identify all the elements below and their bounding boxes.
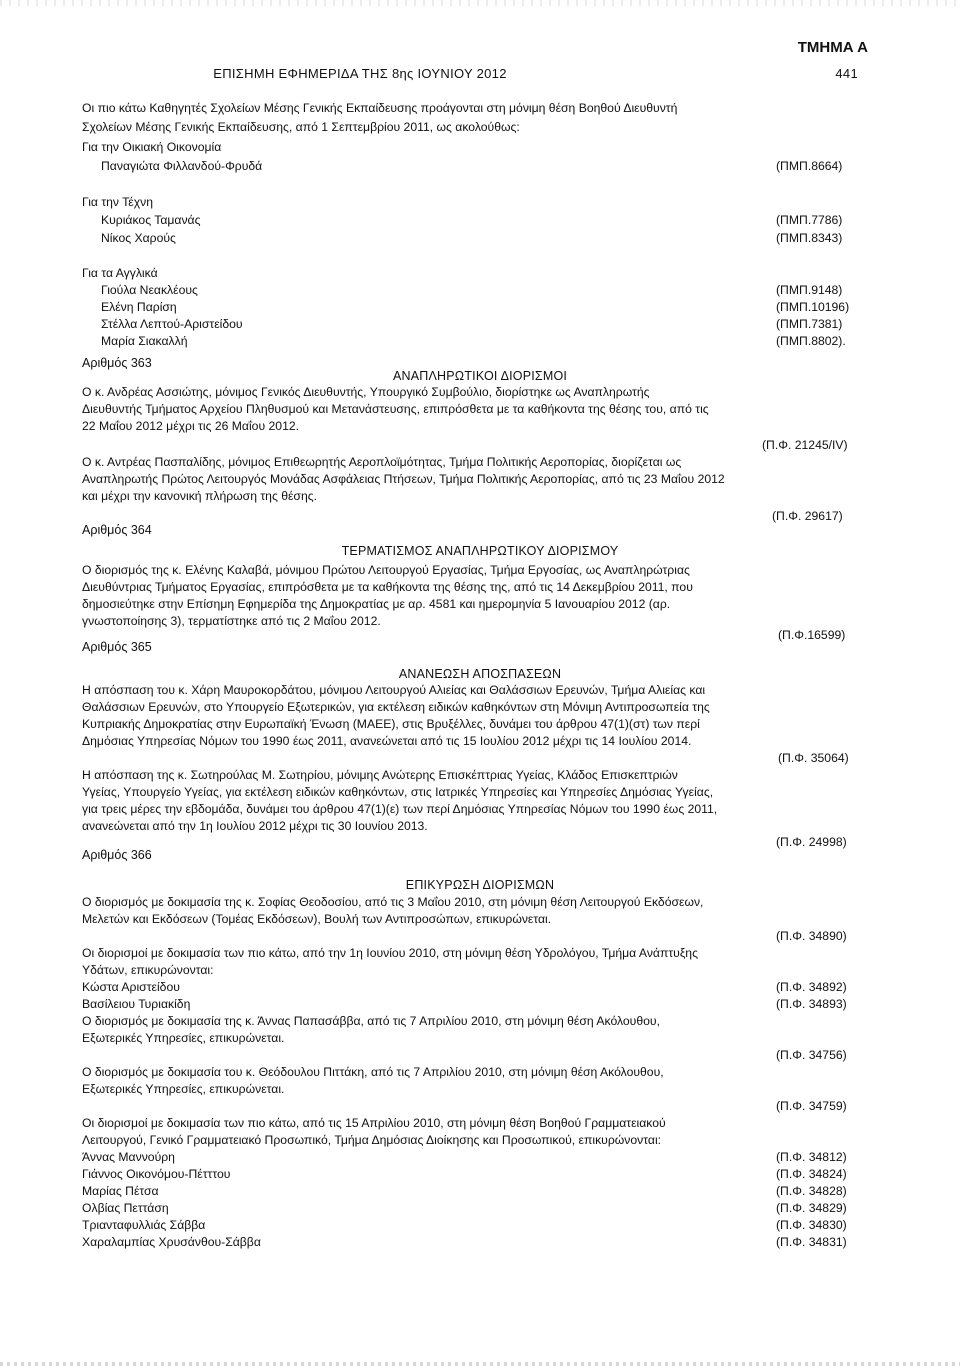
paragraph-line: Εξωτερικές Υπηρεσίες, επικυρώνεται.: [82, 1082, 285, 1096]
list-item-name: Μαρίας Πέτσα: [82, 1184, 159, 1198]
intro-line-1: Οι πιο κάτω Καθηγητές Σχολείων Μέσης Γενικής Εκπαίδευσης προάγονται στη μόνιμη θέση Βοηθού Διευθυντή: [82, 101, 678, 115]
section-heading: ΕΠΙΚΥΡΩΣΗ ΔΙΟΡΙΣΜΩΝ: [405, 878, 555, 892]
reference-code: (Π.Φ. 34756): [776, 1048, 847, 1062]
list-item-name: Άννας Μαννούρη: [82, 1150, 175, 1164]
paragraph-line: για τρεις μέρες την εβδομάδα, δυνάμει του άρθρου 47(1)(ε) των περί Δημόσιας Υπηρεσίας Νόμων του 1990 έως 2011,: [82, 802, 718, 816]
paragraph-line: Υγείας, Υπουργείο Υγείας, για εκτέλεση ειδικών καθηκόντων, στις Ιατρικές Υπηρεσίες και Υπηρεσίες Δημόσιας Υγείας,: [82, 785, 714, 799]
list-item-code: (ΠΜΠ.7381): [776, 317, 843, 331]
paragraph-line: Η απόσπαση του κ. Χάρη Μαυροκορδάτου, μόνιμου Λειτουργού Αλιείας και Θαλάσσιων Ερευνών, Τμήμα Αλιείας και: [82, 683, 706, 697]
paragraph-line: Θαλάσσιων Ερευνών, στο Υπουργείο Εξωτερικών, για εκτέλεση ειδικών καθηκόντων στη Μόνιμη Αντιπροσωπεία της: [82, 700, 710, 714]
list-item-code: (ΠΜΠ.9148): [776, 283, 843, 297]
paragraph-line: Κυπριακής Δημοκρατίας στην Ευρωπαϊκή Ένωση (ΜΑΕΕ), στις Βρυξέλλες, δυνάμει του άρθρου 47(1)(στ) των περί: [82, 717, 700, 731]
list-item-name: Παναγιώτα Φιλλανδού-Φρυδά: [101, 159, 263, 173]
paragraph-line: Διευθυντής Τμήματος Αρχείου Πληθυσμού και Μετανάστευσης, επιπρόσθετα με τα καθήκοντα της θέσης του, από τις: [82, 402, 709, 416]
list-item-code: (ΠΜΠ.7786): [776, 213, 843, 227]
list-item-name: Κυριάκος Ταμανάς: [101, 213, 201, 227]
paragraph-line: 22 Μαΐου 2012 μέχρι τις 26 Μαΐου 2012.: [82, 419, 300, 433]
list-item-name: Χαραλαμπίας Χρυσάνθου-Σάββα: [82, 1235, 261, 1249]
list-item-code: (Π.Φ. 34893): [776, 997, 847, 1011]
list-item-name: Κώστα Αριστείδου: [82, 980, 180, 994]
list-item-code: (Π.Φ. 34830): [776, 1218, 847, 1232]
page-number: 441: [835, 66, 858, 81]
list-item-name: Νίκος Χαρούς: [101, 231, 176, 245]
paragraph-line: δημοσιεύτηκε στην Επίσημη Εφημερίδα της Δημοκρατίας με αρ. 4581 και ημερομηνία 5 Ιανουαρίου 2012 (αρ.: [82, 597, 671, 611]
group-title: Για την Οικιακή Οικονομία: [82, 140, 222, 154]
reference-code: (Π.Φ. 29617): [772, 509, 843, 523]
paragraph-line: και μέχρι την κανονική πλήρωση της θέσης.: [82, 489, 317, 503]
section-heading: ΑΝΑΠΛΗΡΩΤΙΚΟΙ ΔΙΟΡΙΣΜΟΙ: [392, 369, 568, 383]
paragraph-line: Δημόσιας Υπηρεσίας Νόμων του 1990 έως 2011, ανανεώνεται από τις 15 Ιουλίου 2012 μέχρι τις 14 Ιουλίου 2014.: [82, 734, 692, 748]
paragraph-line: ανανεώνεται από την 1η Ιουλίου 2012 μέχρι τις 30 Ιουνίου 2013.: [82, 819, 428, 833]
list-item-code: (Π.Φ. 34892): [776, 980, 847, 994]
section-label: ΤΜΗΜΑ Α: [797, 39, 868, 56]
list-item-name: Μαρία Σιακαλλή: [101, 334, 188, 348]
paragraph-line: Ο κ. Αντρέας Πασπαλίδης, μόνιμος Επιθεωρητής Αεροπλοϊμότητας, Τμήμα Πολιτικής Αεροπορίας, διορίζεται ως: [82, 455, 682, 469]
list-item-name: Γιάννος Οικονόμου-Πέτττου: [82, 1167, 231, 1181]
paragraph-line: Ο διορισμός με δοκιμασία της κ. Άννας Παπασάββα, από τις 7 Απριλίου 2010, στη μόνιμη θέση Ακόλουθου,: [82, 1014, 660, 1028]
reference-code: (Π.Φ. 34759): [776, 1099, 847, 1113]
list-item-code: (Π.Φ. 34829): [776, 1201, 847, 1215]
list-item-name: Ελένη Παρίση: [101, 300, 177, 314]
item-number: Αριθμός 365: [82, 640, 152, 654]
list-item-name: Βασίλειου Τυριακίδη: [82, 997, 191, 1011]
item-number: Αριθμός 366: [82, 848, 152, 862]
paragraph-line: Οι διορισμοί με δοκιμασία των πιο κάτω, από τις 15 Απριλίου 2010, στη μόνιμη θέση Βοηθού Γραμματειακού: [82, 1116, 666, 1130]
list-item-code: (ΠΜΠ.8343): [776, 231, 843, 245]
list-item-name: Τριανταφυλλιάς Σάββα: [82, 1218, 206, 1232]
item-number: Αριθμός 364: [82, 523, 152, 537]
reference-code: (Π.Φ.16599): [778, 628, 846, 642]
list-item-code: (Π.Φ. 34828): [776, 1184, 847, 1198]
paragraph-line: Ο διορισμός της κ. Ελένης Καλαβά, μόνιμου Πρώτου Λειτουργού Εργασίας, Τμήμα Εργοσίας, ως Αναπληρώτριας: [82, 563, 690, 577]
reference-code: (Π.Φ. 34890): [776, 929, 847, 943]
scan-artifact-top: [0, 0, 960, 6]
list-item-code: (Π.Φ. 34831): [776, 1235, 847, 1249]
paragraph-line: Αναπληρωτής Πρώτος Λειτουργός Μονάδας Ασφάλειας Πτήσεων, Τμήμα Πολιτικής Αεροπορίας, από τις 23 Μαΐου 2012: [82, 472, 725, 486]
item-number: Αριθμός 363: [82, 356, 152, 370]
list-item-code: (ΠΜΠ.8802).: [776, 334, 846, 348]
paragraph-line: Λειτουργού, Γενικό Γραμματειακό Προσωπικό, Τμήμα Δημόσιας Διοίκησης και Προσωπικού, επικυρώνονται:: [82, 1133, 662, 1147]
list-item-name: Γιούλα Νεακλέους: [101, 283, 198, 297]
list-item-code: (ΠΜΠ.10196): [776, 300, 850, 314]
reference-code: (Π.Φ. 21245/IV): [762, 438, 848, 452]
paragraph-line: Μελετών και Εκδόσεων (Τομέας Εκδόσεων), Βουλή των Αντιπροσώπων, επικυρώνεται.: [82, 912, 552, 926]
section-heading: ΑΝΑΝΕΩΣΗ ΑΠΟΣΠΑΣΕΩΝ: [398, 667, 562, 681]
group-title: Για τα Αγγλικά: [82, 266, 158, 280]
list-item-name: Ολβίας Πεττάση: [82, 1201, 169, 1215]
paragraph-line: γνωστοποίησης 3), τερματίστηκε από τις 2 Μαΐου 2012.: [82, 614, 381, 628]
list-item-code: (Π.Φ. 34824): [776, 1167, 847, 1181]
paragraph-line: Ο κ. Ανδρέας Ασσιώτης, μόνιμος Γενικός Διευθυντής, Υπουργικό Συμβούλιο, διορίστηκε ως Αναπληρωτής: [82, 385, 650, 399]
paragraph-line: Εξωτερικές Υπηρεσίες, επικυρώνεται.: [82, 1031, 285, 1045]
reference-code: (Π.Φ. 24998): [776, 835, 847, 849]
intro-line-2: Σχολείων Μέσης Γενικής Εκπαίδευσης, από 1 Σεπτεμβρίου 2011, ως ακολούθως:: [82, 120, 520, 134]
section-heading: ΤΕΡΜΑΤΙΣΜΟΣ ΑΝΑΠΛΗΡΩΤΙΚΟΥ ΔΙΟΡΙΣΜΟΥ: [341, 544, 619, 558]
reference-code: (Π.Φ. 35064): [778, 751, 849, 765]
group-title: Για την Τέχνη: [82, 195, 153, 209]
list-item-code: (Π.Φ. 34812): [776, 1150, 847, 1164]
paragraph-line: Η απόσπαση της κ. Σωτηρούλας Μ. Σωτηρίου, μόνιμης Ανώτερης Επισκέπτριας Υγείας, Κλάδος Επισκεπτριών: [82, 768, 678, 782]
paragraph-line: Ο διορισμός με δοκιμασία του κ. Θεόδουλου Πιττάκη, από τις 7 Απριλίου 2010, στη μόνιμη θέση Ακόλουθου,: [82, 1065, 664, 1079]
paragraph-line: Υδάτων, επικυρώνονται:: [82, 963, 214, 977]
scan-artifact-bottom: [0, 1362, 960, 1366]
gazette-title: ΕΠΙΣΗΜΗ ΕΦΗΜΕΡΙΔΑ ΤΗΣ 8ης ΙΟΥΝΙΟΥ 2012: [213, 66, 507, 81]
paragraph-line: Διευθύντριας Τμήματος Εργασίας, επιπρόσθετα με τα καθήκοντα της θέσης της, από τις 14 Δεκεμβρίου 2011, που: [82, 580, 693, 594]
paragraph-line: Οι διορισμοί με δοκιμασία των πιο κάτω, από την 1η Ιουνίου 2010, στη μόνιμη θέση Υδρολόγου, Τμήμα Ανάπτυξης: [82, 946, 698, 960]
list-item-name: Στέλλα Λεπτού-Αριστείδου: [101, 317, 243, 331]
paragraph-line: Ο διορισμός με δοκιμασία της κ. Σοφίας Θεοδοσίου, από τις 3 Μαΐου 2010, στη μόνιμη θέση Λειτουργού Εκδόσεων,: [82, 895, 704, 909]
list-item-code: (ΠΜΠ.8664): [776, 159, 843, 173]
